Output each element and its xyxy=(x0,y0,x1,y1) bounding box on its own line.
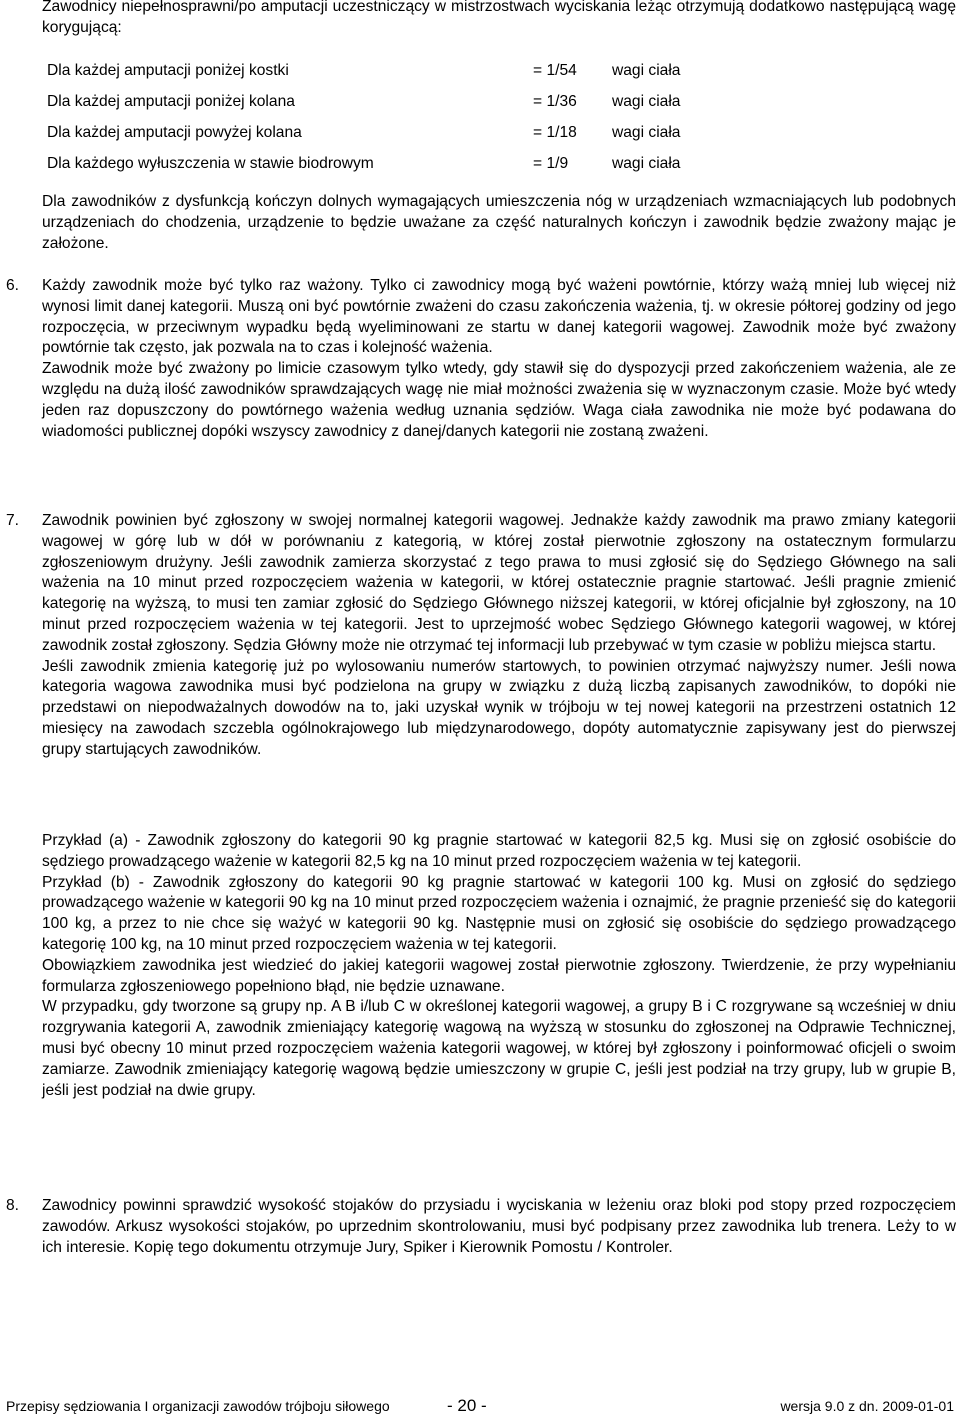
section-7-examples xyxy=(42,831,956,1101)
amputation-unit: wagi ciała xyxy=(612,62,681,79)
example-b: Przykład (b) - Zawodnik zgłoszony do kategorii 90 kg pragnie startować w kategorii 100 kg. Musi on zgłosić do sędziego prowadzącego ważenie w kategorii 90 kg na 10 minut przed rozpoczęciem ważenia i oznajmić, że pragnie przenieść się do kategorii 100 kg, a przez to nie chce się ważyć w kategorii 90 kg. Następnie musi on zgłosić się osobiście do sędziego prowadzącego kategorię 100 kg, na 10 minut przed rozpoczęciem ważenia w tej kategorii. xyxy=(42,873,956,953)
dysfunction-text: Dla zawodników z dysfunkcją kończyn dolnych wymagających umieszczenia nóg w urządzeniach wzmacniających lub podobnych urządzeniach do chodzenia, urządzenie to będzie uważane za część naturalnych kończyn i zawodnik będzie zważony mając je założone. xyxy=(42,193,956,252)
page-footer xyxy=(6,1396,954,1418)
example-a: Przykład (a) - Zawodnik zgłoszony do kategorii 90 kg pragnie startować w kategorii 82,5 kg. Musi się on zgłosić osobiście do sędziego prowadzącego ważenie w kategorii 82,5 kg na 10 minut przed rozpoczęciem ważenia w tej kategorii. xyxy=(42,832,956,870)
amputation-row xyxy=(47,123,747,143)
footer-title: Przepisy sędziowania I organizacji zawodów trójboju siłowego xyxy=(6,1398,390,1414)
groups-paragraph: W przypadku, gdy tworzone są grupy np. A B i/lub C w określonej kategorii wagowej, a grupy B i C rozgrywane są wcześniej w dniu rozgrywania kategorii A, zawodnik zmieniający kategorię wagową na wyższą w stosunku do zgłoszonej na Odprawie Technicznej, musi być obecny 10 minut przed rozpoczęciem ważenia kategorii wagowej, w której był zgłoszony i poinformować oficjeli o swoim zamiarze. Zawodnik zmieniający kategorię wagową będzie umieszczony w grupie C, jeśli jest podział na trzy grupy, lub w grupie B, jeśli jest podział na dwie grupy. xyxy=(42,998,956,1099)
amputation-label: Dla każdego wyłuszczenia w stawie biodrowym xyxy=(47,155,374,172)
section-6-paragraph: Zawodnik może być zważony po limicie czasowym tylko wtedy, gdy stawił się do dyspozycji przed zakończeniem ważenia, ale ze względu na dużą ilość zawodników sprawdzających wagę nie miał możności zważenia się w wyznaczonym czasie. Może być wtedy jeden raz dopuszczony do powtórnego ważenia według uznania sędziów. Waga ciała zawodnika nie może być podawana do wiadomości publicznej dopóki wszyscy zawodnicy z danej/danych kategorii nie zostaną zważeni. xyxy=(42,360,956,440)
section-8-paragraph: Zawodnicy powinni sprawdzić wysokość stojaków do przysiadu i wyciskania w leżeniu oraz bloki pod stopy przed rozpoczęciem zawodów. Arkusz wysokości stojaków, po uprzednim skontrolowaniu, musi być podpisany przez zawodnika lub trenera. Leży to w ich interesie. Kopię tego dokumentu otrzymuje Jury, Spiker i Kierownik Pomostu / Kontroler. xyxy=(42,1197,956,1256)
section-8 xyxy=(42,1196,956,1258)
amputation-unit: wagi ciała xyxy=(612,124,681,141)
amputation-row xyxy=(47,61,747,81)
intro-paragraph xyxy=(42,0,956,39)
page-number: - 20 - xyxy=(447,1396,487,1415)
amputation-value: = 1/9 xyxy=(533,155,569,172)
amputation-label: Dla każdej amputacji powyżej kolana xyxy=(47,124,302,141)
section-6 xyxy=(42,276,956,442)
amputation-unit: wagi ciała xyxy=(612,155,681,172)
section-8-number: 8. xyxy=(6,1197,20,1214)
intro-text: Zawodnicy niepełnosprawni/po amputacji uczestniczący w mistrzostwach wyciskania leżąc otrzymują dodatkowo następującą wagę korygującą: xyxy=(42,0,956,36)
amputation-value: = 1/54 xyxy=(533,62,577,79)
amputation-value: = 1/36 xyxy=(533,93,577,110)
section-6-paragraph: Każdy zawodnik może być tylko raz ważony. Tylko ci zawodnicy mogą być ważeni powtórnie, którzy ważą mniej lub więcej niż wynosi limit danej kategorii. Muszą oni być powtórnie zważeni do czasu zakończenia ważenia, tj. w okresie półtorej godziny od jego rozpoczęcia, w przeciwnym wypadku będą wyeliminowani ze startu w danej kategorii wagowej. Zawodnik może być zważony powtórnie tak często, jak pozwala na to czas i kolejność ważenia. xyxy=(42,277,956,357)
amputation-row xyxy=(47,92,747,112)
section-7-paragraph: Zawodnik powinien być zgłoszony w swojej normalnej kategorii wagowej. Jednakże każdy zawodnik ma prawo zmiany kategorii wagowej w górę lub w dół w porównaniu z kategorią, w której został pierwotnie zgłoszony na ostatecznym formularzu zgłoszeniowym drużyny. Jeśli zawodnik zamierza skorzystać z tego prawa to musi zgłosić się do Sędziego Głównego na sali ważenia na 10 minut przed rozpoczęciem ważenia w kategorii, w której ostatecznie pragnie startować. Jeśli pragnie zmienić kategorię na wyższą, to musi ten zamiar zgłosić do Sędziego Głównego niższej kategorii, w której oficjalnie był zgłoszony, na 10 minut przed rozpoczęciem ważenia w tej kategorii. Jest to uprzejmość wobec Sędziego Głównego kategorii wagowej, w której zawodnik został zgłoszony. Sędzia Główny może nie otrzymać tej informacji lub przebywać w tym czasie w pobliżu miejsca startu. xyxy=(42,512,956,654)
section-7-paragraph: Jeśli zawodnik zmienia kategorię już po wylosowaniu numerów startowych, to powinien otrzymać najwyższy numer. Jeśli nowa kategoria wagowa zawodnika musi być podzielona na grupy w związku z dużą liczbą zapisanych zawodników, to dopóki nie przedstawi on niepodważalnych dowodów na to, jaki uzyskał wynik w trójboju w tej nowej kategorii na przestrzeni ostatnich 12 miesięcy na zawodach szczebla ogólnokrajowego lub międzynarodowego, dopóty automatycznie zapisywany jest do pierwszej grupy startujących zawodników. xyxy=(42,657,956,758)
obligation-paragraph: Obowiązkiem zawodnika jest wiedzieć do jakiej kategorii wagowej został pierwotnie zgłoszony. Twierdzenie, że przy wypełnianiu formularza zgłoszeniowego popełniono błąd, nie będzie uznawane. xyxy=(42,956,956,995)
amputation-label: Dla każdej amputacji poniżej kostki xyxy=(47,62,289,79)
dysfunction-paragraph xyxy=(42,192,956,254)
amputation-value: = 1/18 xyxy=(533,124,577,141)
footer-version: wersja 9.0 z dn. 2009-01-01 xyxy=(780,1398,954,1414)
section-7 xyxy=(42,511,956,761)
section-7-number: 7. xyxy=(6,512,20,529)
amputation-label: Dla każdej amputacji poniżej kolana xyxy=(47,93,295,110)
amputation-row xyxy=(47,154,747,174)
section-6-number: 6. xyxy=(6,277,20,294)
amputation-unit: wagi ciała xyxy=(612,93,681,110)
